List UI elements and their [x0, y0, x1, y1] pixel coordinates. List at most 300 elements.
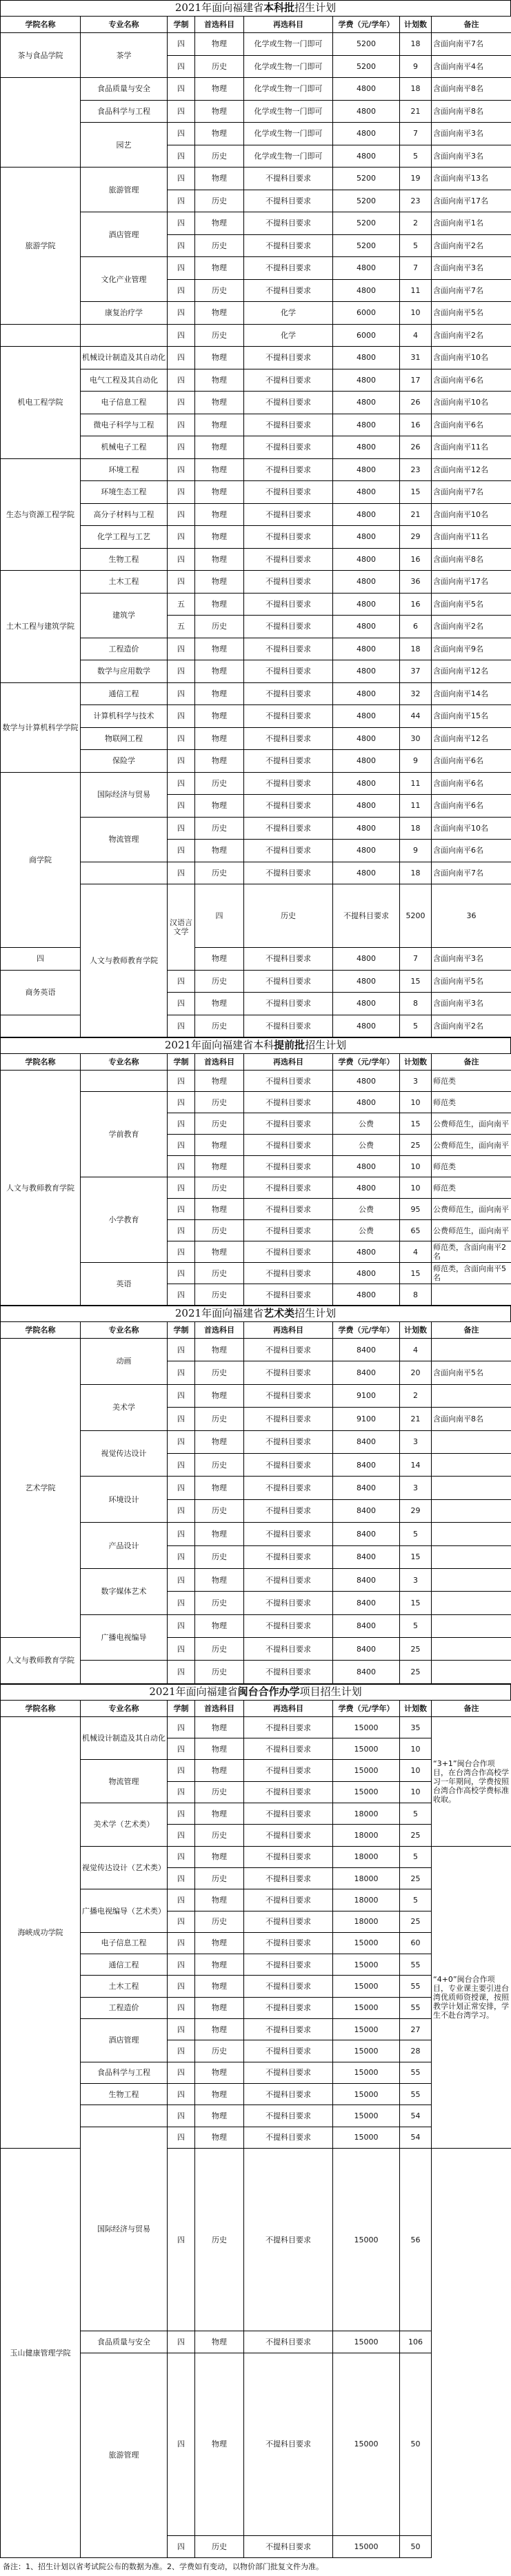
years-cell: 四	[168, 1135, 195, 1156]
tuition-cell: 6000	[333, 324, 400, 347]
major-cell	[81, 1071, 168, 1092]
column-header: 计划数	[400, 1054, 432, 1071]
plan-count-cell: 7	[400, 123, 432, 145]
table-row	[1, 347, 511, 369]
tuition-cell: 5200	[333, 234, 400, 257]
first-subject-cell: 物理	[195, 212, 244, 235]
plan-count-cell: 25	[400, 1867, 432, 1889]
column-header: 再选科目	[244, 17, 333, 33]
major-cell: 电子信息工程	[81, 392, 168, 414]
table-row	[1, 168, 511, 190]
tuition-cell: 15000	[333, 2148, 400, 2331]
second-subject-cell: 不提科目要求	[244, 1453, 333, 1476]
years-cell: 四	[168, 1453, 195, 1476]
plan-count-cell: 55	[400, 2062, 432, 2083]
tuition-cell: 4800	[333, 436, 400, 459]
tuition-cell: 8400	[333, 1361, 400, 1384]
years-cell: 四	[168, 1867, 195, 1889]
column-header: 专业名称	[81, 1322, 168, 1339]
first-subject-cell: 历史	[195, 324, 244, 347]
second-subject-cell: 不提科目要求	[244, 1738, 333, 1760]
remark-cell: 含面向南平8名	[432, 78, 511, 101]
college-cell	[1, 324, 81, 347]
years-cell: 四	[168, 1889, 195, 1911]
first-subject-cell: 物理	[195, 2127, 244, 2148]
second-subject-cell: 不提科目要求	[244, 1241, 333, 1263]
tuition-cell: 18000	[333, 1889, 400, 1911]
tuition-cell: 8400	[333, 1568, 400, 1591]
second-subject-cell: 不提科目要求	[244, 750, 333, 773]
remark-cell	[432, 1568, 511, 1591]
table-row	[1, 78, 511, 101]
second-subject-cell: 不提科目要求	[244, 2536, 333, 2557]
column-header: 再选科目	[244, 1322, 333, 1339]
plan-count-cell: 2	[400, 212, 432, 235]
tuition-cell: 4800	[333, 682, 400, 705]
first-subject-cell: 物理	[195, 2062, 244, 2083]
years-cell: 四	[1, 948, 81, 971]
second-subject-cell: 不提科目要求	[244, 1092, 333, 1113]
college-cell: 土木工程与建筑学院	[1, 571, 81, 683]
first-subject-cell: 物理	[195, 750, 244, 773]
second-subject-cell: 不提科目要求	[244, 414, 333, 436]
section-table	[0, 16, 511, 1037]
college-cell: 人文与教师教育学院	[1, 1638, 81, 1684]
plan-count-cell: 9	[400, 840, 432, 862]
second-subject-cell: 不提科目要求	[244, 1339, 333, 1361]
plan-count-cell: 11	[400, 772, 432, 795]
plan-count-cell: 54	[400, 2127, 432, 2148]
years-cell: 四	[168, 1545, 195, 1568]
years-cell: 四	[168, 279, 195, 302]
second-subject-cell: 不提科目要求	[244, 638, 333, 660]
tuition-cell: 5200	[400, 884, 432, 948]
remark-cell: 含面向南平12名	[432, 458, 511, 481]
years-cell: 四	[168, 1339, 195, 1361]
tuition-cell: 4800	[333, 257, 400, 280]
section-title-batch: 本科批	[263, 1, 294, 14]
college-cell: 茶与食品学院	[1, 33, 81, 78]
first-subject-cell: 物理	[195, 78, 244, 101]
tuition-cell: 15000	[333, 1760, 400, 1781]
major-cell	[81, 862, 168, 884]
years-cell: 四	[168, 1523, 195, 1545]
major-cell: 微电子科学与工程	[81, 414, 168, 436]
second-subject-cell: 不提科目要求	[244, 593, 333, 616]
plan-count-cell: 32	[400, 682, 432, 705]
tuition-cell: 15000	[333, 1997, 400, 2018]
major-cell: 学前教育	[81, 1092, 168, 1177]
major-cell: 数学与应用数学	[81, 660, 168, 683]
years-cell: 四	[168, 1568, 195, 1591]
second-subject-cell: 不提科目要求	[244, 1499, 333, 1522]
major-cell: 旅游管理	[81, 2353, 168, 2557]
remark-cell: 含面向南平6名	[432, 772, 511, 795]
years-cell: 四	[168, 1156, 195, 1177]
table-header-row	[1, 1700, 511, 1716]
second-subject-cell: 不提科目要求	[244, 1477, 333, 1499]
second-subject-cell: 不提科目要求	[244, 1523, 333, 1545]
years-cell: 四	[168, 168, 195, 190]
second-subject-cell: 不提科目要求	[244, 1545, 333, 1568]
first-subject-cell: 历史	[195, 1113, 244, 1135]
column-header: 学费（元/学年）	[333, 1054, 400, 1071]
years-cell: 四	[168, 1092, 195, 1113]
tuition-cell: 4800	[333, 616, 400, 638]
plan-count-cell: 4	[400, 1339, 432, 1361]
second-subject-cell: 不提科目要求	[244, 2040, 333, 2062]
years-cell: 四	[168, 1997, 195, 2018]
major-cell: 建筑学	[81, 593, 168, 638]
second-subject-cell: 不提科目要求	[244, 1135, 333, 1156]
major-cell: 广播电视编导（艺术类）	[81, 1889, 168, 1933]
second-subject-cell: 不提科目要求	[244, 1803, 333, 1825]
remark-cell: 含面向南平12名	[432, 660, 511, 683]
column-header: 备注	[432, 17, 511, 33]
years-cell: 四	[168, 369, 195, 392]
remark-cell: 含面向南平10名	[432, 503, 511, 526]
tuition-cell: 15000	[333, 2127, 400, 2148]
tuition-cell: 15000	[333, 1716, 400, 1738]
college-cell: 旅游学院	[1, 168, 81, 325]
tuition-cell: 15000	[333, 2083, 400, 2105]
tuition-cell: 8400	[333, 1592, 400, 1614]
plan-count-cell: 15	[400, 1113, 432, 1135]
column-header: 学院名称	[1, 1700, 81, 1716]
first-subject-cell: 物理	[195, 1156, 244, 1177]
major-cell: 视觉传达设计	[81, 1430, 168, 1477]
major-cell: 化学工程与工艺	[81, 526, 168, 549]
remark-cell: 师范类	[432, 1092, 511, 1113]
section-title	[0, 1306, 511, 1321]
tuition-cell: 4800	[333, 145, 400, 168]
plan-count-cell: 9	[400, 750, 432, 773]
college-cell	[1, 78, 81, 168]
first-subject-cell: 历史	[244, 884, 333, 948]
first-subject-cell: 物理	[195, 1568, 244, 1591]
second-subject-cell: 不提科目要求	[244, 392, 333, 414]
tuition-cell: 4800	[333, 100, 400, 123]
major-cell: 高分子材料与工程	[81, 503, 168, 526]
years-cell: 四	[168, 638, 195, 660]
second-subject-cell: 化学或生物一门即可	[244, 123, 333, 145]
plan-count-cell: 10	[400, 1738, 432, 1760]
tuition-cell: 公费	[333, 1199, 400, 1220]
second-subject-cell: 不提科目要求	[244, 212, 333, 235]
first-subject-cell: 物理	[195, 1071, 244, 1092]
second-subject-cell: 不提科目要求	[244, 1932, 333, 1954]
column-header: 再选科目	[244, 1700, 333, 1716]
first-subject-cell: 历史	[195, 1592, 244, 1614]
tuition-cell: 4800	[333, 414, 400, 436]
tuition-cell: 4800	[333, 279, 400, 302]
tuition-cell: 4800	[333, 123, 400, 145]
second-subject-cell: 不提科目要求	[244, 1592, 333, 1614]
major-cell: 动画	[81, 1339, 168, 1385]
second-subject-cell: 不提科目要求	[244, 727, 333, 750]
column-header: 备注	[432, 1700, 511, 1716]
second-subject-cell: 不提科目要求	[244, 1220, 333, 1241]
remark-cell: 含面向南平3名	[432, 145, 511, 168]
second-subject-cell: 不提科目要求	[244, 862, 333, 884]
second-subject-cell: 化学或生物一门即可	[244, 145, 333, 168]
tuition-cell: 4800	[333, 817, 400, 840]
second-subject-cell: 不提科目要求	[244, 1384, 333, 1407]
tuition-cell: 8400	[333, 1614, 400, 1637]
years-cell: 四	[168, 1384, 195, 1407]
remark-cell: “3+1”闽台合作项目，在台湾合作高校学习一年期间，学费按照台湾合作高校学费标准收取。	[432, 1716, 511, 1846]
remark-cell: 含面向南平6名	[432, 414, 511, 436]
second-subject-cell: 不提科目要求	[244, 1614, 333, 1637]
plan-count-cell: 15	[400, 481, 432, 504]
remark-cell: 含面向南平8名	[432, 100, 511, 123]
years-cell: 四	[168, 2040, 195, 2062]
tuition-cell: 4800	[333, 347, 400, 369]
plan-count-cell: 9	[400, 55, 432, 78]
tuition-cell: 8400	[333, 1545, 400, 1568]
column-header: 学费（元/学年）	[333, 17, 400, 33]
plan-count-cell: 25	[400, 1911, 432, 1932]
years-cell: 四	[168, 1954, 195, 1976]
column-header: 学院名称	[1, 17, 81, 33]
second-subject-cell: 不提科目要求	[244, 1284, 333, 1306]
years-cell: 四	[168, 660, 195, 683]
remark-cell: 师范类，含面向南平5名	[432, 1263, 511, 1284]
remark-cell: 含面向南平6名	[432, 369, 511, 392]
major-cell: 产品设计	[81, 1523, 168, 1569]
second-subject-cell: 不提科目要求	[244, 817, 333, 840]
first-subject-cell: 历史	[195, 279, 244, 302]
years-cell: 四	[168, 436, 195, 459]
second-subject-cell: 化学或生物一门即可	[244, 55, 333, 78]
first-subject-cell: 历史	[195, 817, 244, 840]
years-cell: 四	[168, 705, 195, 728]
first-subject-cell: 历史	[195, 616, 244, 638]
years-cell: 四	[195, 884, 244, 948]
plan-count-cell: 3	[400, 1568, 432, 1591]
major-cell: 茶学	[81, 33, 168, 78]
major-cell: 机械设计制造及其自动化	[81, 347, 168, 369]
first-subject-cell: 物理	[195, 1384, 244, 1407]
tuition-cell: 4800	[333, 526, 400, 549]
first-subject-cell: 历史	[195, 970, 244, 993]
years-cell: 四	[168, 993, 195, 1015]
second-subject-cell: 不提科目要求	[244, 1177, 333, 1199]
column-header: 计划数	[400, 1700, 432, 1716]
plan-count-cell: 16	[400, 593, 432, 616]
years-cell: 四	[168, 145, 195, 168]
first-subject-cell: 物理	[195, 1430, 244, 1453]
remark-cell: 含面向南平14名	[432, 682, 511, 705]
plan-count-cell: 25	[400, 1638, 432, 1661]
remark-cell: 含面向南平5名	[432, 1361, 511, 1384]
major-cell: 食品科学与工程	[81, 100, 168, 123]
column-header: 计划数	[400, 1322, 432, 1339]
first-subject-cell: 物理	[195, 2019, 244, 2040]
plan-count-cell: 5	[400, 1803, 432, 1825]
major-cell: 土木工程	[81, 571, 168, 594]
section-title-batch: 闽台合作办学	[238, 1685, 300, 1698]
college-cell: 生态与资源工程学院	[1, 458, 81, 571]
tuition-cell: 15000	[333, 1976, 400, 1997]
plan-count-cell: 54	[400, 2105, 432, 2127]
tuition-cell: 8400	[333, 1430, 400, 1453]
second-subject-cell: 化学或生物一门即可	[244, 33, 333, 56]
remark-cell: 含面向南平8名	[432, 548, 511, 571]
major-cell: 美术学	[81, 1384, 168, 1430]
remark-cell: 含面向南平5名	[432, 593, 511, 616]
second-subject-cell: 不提科目要求	[244, 2353, 333, 2536]
tuition-cell: 4800	[333, 660, 400, 683]
second-subject-cell: 不提科目要求	[244, 970, 333, 993]
second-subject-cell: 不提科目要求	[244, 616, 333, 638]
tuition-cell: 5200	[333, 212, 400, 235]
years-cell: 四	[168, 1803, 195, 1825]
second-subject-cell: 化学	[244, 302, 333, 325]
plan-count-cell: 21	[400, 1408, 432, 1430]
column-header: 再选科目	[244, 1054, 333, 1071]
years-cell: 四	[168, 1113, 195, 1135]
tuition-cell: 5200	[333, 190, 400, 212]
major-cell: 数字媒体艺术	[81, 1568, 168, 1614]
years-cell: 四	[168, 55, 195, 78]
remark-cell	[432, 1453, 511, 1476]
tuition-cell: 4800	[333, 948, 400, 971]
plan-count-cell: 5	[400, 145, 432, 168]
second-subject-cell: 不提科目要求	[244, 1781, 333, 1803]
plan-count-cell: 7	[400, 257, 432, 280]
second-subject-cell: 不提科目要求	[244, 2105, 333, 2127]
tuition-cell: 18000	[333, 1825, 400, 1846]
remark-cell: 含面向南平5名	[432, 970, 511, 993]
first-subject-cell: 物理	[195, 593, 244, 616]
table-row	[1, 571, 511, 594]
years-cell: 四	[168, 100, 195, 123]
years-cell: 四	[168, 1477, 195, 1499]
remark-cell: 含面向南平3名	[432, 948, 511, 971]
tuition-cell: 8400	[333, 1523, 400, 1545]
remark-cell: 含面向南平2名	[432, 324, 511, 347]
tuition-cell: 15000	[333, 1738, 400, 1760]
first-subject-cell: 物理	[195, 840, 244, 862]
first-subject-cell: 历史	[195, 772, 244, 795]
remark-cell: 公费师范生，面向南平	[432, 1199, 511, 1220]
first-subject-cell: 物理	[195, 1954, 244, 1976]
column-header: 首选科目	[195, 1700, 244, 1716]
years-cell: 四	[168, 2148, 195, 2331]
first-subject-cell: 历史	[195, 145, 244, 168]
major-cell: 酒店管理	[81, 2019, 168, 2062]
first-subject-cell: 物理	[195, 1889, 244, 1911]
first-subject-cell: 物理	[195, 2353, 244, 2536]
plan-count-cell: 55	[400, 1997, 432, 2018]
plan-count-cell: 19	[400, 168, 432, 190]
section-title	[0, 1684, 511, 1700]
first-subject-cell: 历史	[195, 1361, 244, 1384]
section-title	[0, 1037, 511, 1053]
remark-cell	[432, 1523, 511, 1545]
column-header: 学制	[168, 1700, 195, 1716]
table-row	[1, 970, 511, 993]
years-cell: 四	[168, 190, 195, 212]
tuition-cell: 15000	[333, 2019, 400, 2040]
remark-cell: 含面向南平17名	[432, 190, 511, 212]
plan-count-cell: 10	[400, 1156, 432, 1177]
first-subject-cell: 物理	[195, 123, 244, 145]
plan-count-cell: 18	[400, 817, 432, 840]
second-subject-cell: 不提科目要求	[244, 1408, 333, 1430]
major-cell	[81, 1661, 168, 1683]
column-header: 学制	[168, 1054, 195, 1071]
remark-cell: 含面向南平5名	[432, 302, 511, 325]
remark-cell: 含面向南平4名	[432, 55, 511, 78]
table-row	[1, 1071, 511, 1092]
years-cell: 五	[168, 593, 195, 616]
years-cell: 四	[168, 1408, 195, 1430]
major-cell: 美术学（艺术类）	[81, 1803, 168, 1847]
first-subject-cell: 物理	[195, 1135, 244, 1156]
plan-count-cell: 3	[400, 1071, 432, 1092]
remark-cell: 含面向南平15名	[432, 705, 511, 728]
years-cell: 四	[168, 1911, 195, 1932]
remark-cell: 含面向南平12名	[432, 727, 511, 750]
plan-count-cell: 5	[400, 1614, 432, 1637]
second-subject-cell: 不提科目要求	[244, 948, 333, 971]
second-subject-cell: 不提科目要求	[244, 2083, 333, 2105]
years-cell: 四	[168, 33, 195, 56]
second-subject-cell: 不提科目要求	[244, 1568, 333, 1591]
years-cell: 四	[168, 840, 195, 862]
second-subject-cell: 不提科目要求	[244, 1015, 333, 1037]
tuition-cell: 4800	[333, 369, 400, 392]
years-cell: 四	[168, 682, 195, 705]
remark-cell	[432, 1477, 511, 1499]
remark-cell: 含面向南平6名	[432, 750, 511, 773]
years-cell: 四	[168, 257, 195, 280]
tuition-cell: 4800	[333, 772, 400, 795]
major-cell: 康复治疗学	[81, 302, 168, 325]
years-cell: 四	[168, 750, 195, 773]
years-cell: 五	[168, 616, 195, 638]
plan-count-cell: 5	[400, 1523, 432, 1545]
years-cell: 四	[168, 1661, 195, 1683]
section-table	[0, 1053, 511, 1306]
tuition-cell: 5200	[333, 55, 400, 78]
tuition-cell: 18000	[333, 1867, 400, 1889]
tuition-cell: 15000	[333, 1954, 400, 1976]
first-subject-cell: 物理	[195, 526, 244, 549]
years-cell: 四	[168, 571, 195, 594]
plan-count-cell: 95	[400, 1199, 432, 1220]
college-cell: 玉山健康管理学院	[1, 2148, 81, 2557]
second-subject-cell: 不提科目要求	[244, 1071, 333, 1092]
first-subject-cell: 历史	[195, 1781, 244, 1803]
first-subject-cell: 物理	[195, 1803, 244, 1825]
major-cell: 食品科学与工程	[81, 2062, 168, 2083]
column-header: 学制	[168, 17, 195, 33]
years-cell: 四	[168, 481, 195, 504]
second-subject-cell: 不提科目要求	[244, 2127, 333, 2148]
plan-count-cell: 5	[400, 234, 432, 257]
plan-count-cell: 44	[400, 705, 432, 728]
section-table	[0, 1321, 511, 1684]
first-subject-cell: 历史	[195, 1015, 244, 1037]
plan-count-cell: 10	[400, 1177, 432, 1199]
major-cell: 工程造价	[81, 1997, 168, 2018]
tuition-cell: 4800	[333, 993, 400, 1015]
second-subject-cell: 不提科目要求	[244, 369, 333, 392]
college-cell: 商学院	[1, 772, 81, 948]
